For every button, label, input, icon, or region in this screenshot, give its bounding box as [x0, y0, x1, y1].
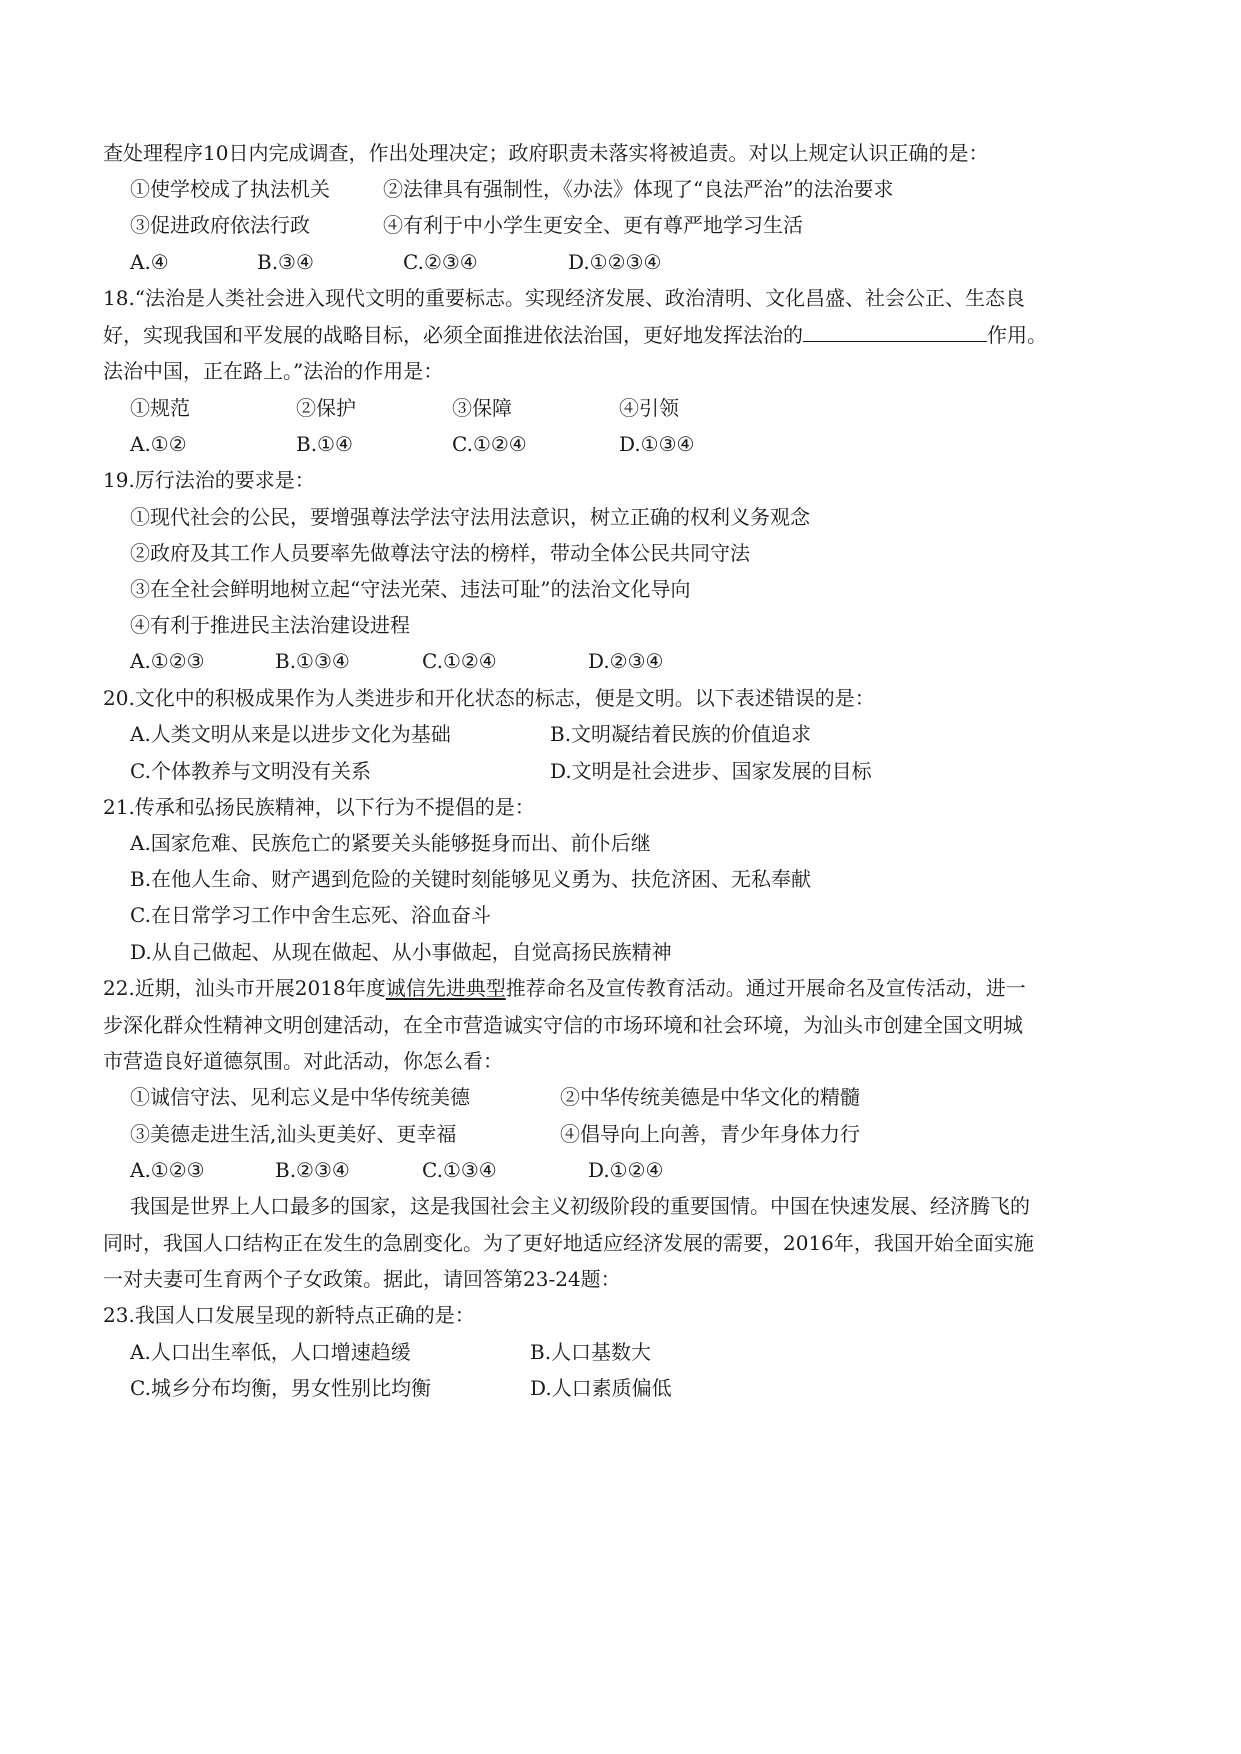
q17-statement-4: ④有利于中小学生更安全、更有尊严地学习生活	[383, 213, 803, 237]
q22-statement-4: ④倡导向上向善，青少年身体力行	[560, 1122, 860, 1146]
q20-option-c: C.个体教养与文明没有关系	[130, 759, 371, 783]
q18-stem-line-2	[103, 321, 1047, 349]
q22-option-a: A.①②③	[130, 1158, 205, 1182]
q17-option-b: B.③④	[257, 250, 314, 274]
q21-option-d: D.从自己做起、从现在做起、从小事做起，自觉高扬民族精神	[130, 940, 672, 964]
q17-statement-3: ③促进政府依法行政	[130, 213, 310, 237]
intro-line-3: 一对夫妻可生育两个子女政策。据此，请回答第23-24题：	[103, 1267, 621, 1291]
q19-option-c: C.①②④	[422, 649, 497, 673]
q23-option-a: A.人口出生率低，人口增速趋缓	[130, 1340, 411, 1364]
q18-option-c: C.①②④	[452, 432, 527, 456]
q19-statement-2: ②政府及其工作人员要率先做尊法守法的榜样，带动全体公民共同守法	[130, 541, 750, 565]
q17-option-d: D.①②③④	[568, 250, 662, 274]
q19-statement-4: ④有利于推进民主法治建设进程	[130, 613, 410, 637]
q22-statement-1: ①诚信守法、见利忘义是中华传统美德	[130, 1085, 470, 1109]
q18-statement-4: ④引领	[619, 396, 679, 420]
q21-option-a: A.国家危难、民族危亡的紧要关头能够挺身而出、前仆后继	[130, 831, 651, 855]
q18-statement-1: ①规范	[130, 396, 190, 420]
q18-stem-line-3: 法治中国，正在路上。”法治的作用是：	[103, 359, 444, 383]
q23-option-b: B.人口基数大	[530, 1340, 652, 1364]
q18-statement-3: ③保障	[452, 396, 512, 420]
intro-line-1: 我国是世界上人口最多的国家，这是我国社会主义初级阶段的重要国情。中国在快速发展、经济腾飞的	[130, 1194, 1030, 1218]
q23-option-c: C.城乡分布均衡，男女性别比均衡	[130, 1376, 431, 1400]
q22-underlined-term: 诚信先进典型	[385, 976, 506, 1000]
q18-statement-2: ②保护	[296, 396, 356, 420]
q18-option-b: B.①④	[296, 432, 353, 456]
q23-stem: 23.我国人口发展呈现的新特点正确的是：	[103, 1303, 475, 1327]
q22-statement-3: ③美德走进生活,汕头更美好、更幸福	[130, 1122, 457, 1146]
q18-stem-line-2-text: 好，实现我国和平发展的战略目标，必须全面推进依法治国，更好地发挥法治的	[103, 323, 803, 347]
q18-answer-blank	[803, 321, 987, 342]
q22-stem-line-2: 步深化群众性精神文明创建活动，在全市营造诚实守信的市场环境和社会环境，为汕头市创建全国文明城	[103, 1013, 1023, 1037]
q22-stem-line-1-start: 22.近期，汕头市开展2018年度	[103, 976, 386, 1000]
q20-option-b: B.文明凝结着民族的价值追求	[550, 722, 812, 746]
q19-stem: 19.厉行法治的要求是：	[103, 468, 315, 492]
q19-option-d: D.②③④	[588, 649, 664, 673]
q21-stem: 21.传承和弘扬民族精神，以下行为不提倡的是：	[103, 795, 535, 819]
q21-option-b: B.在他人生命、财产遇到危险的关键时刻能够见义勇为、扶危济困、无私奉献	[130, 867, 812, 891]
q17-statement-2: ②法律具有强制性，《办法》体现了“良法严治”的法治要求	[383, 177, 894, 201]
q22-option-d: D.①②④	[588, 1158, 664, 1182]
q22-statement-2: ②中华传统美德是中华文化的精髓	[560, 1085, 860, 1109]
q19-option-a: A.①②③	[130, 649, 205, 673]
q17-option-c: C.②③④	[403, 250, 478, 274]
q18-stem-line-1: 18.“法治是人类社会进入现代文明的重要标志。实现经济发展、政治清明、文化昌盛、社会公正、生态良	[103, 286, 1026, 310]
q22-option-c: C.①③④	[422, 1158, 497, 1182]
q20-option-a: A.人类文明从来是以进步文化为基础	[130, 722, 451, 746]
q19-statement-1: ①现代社会的公民，要增强尊法学法守法用法意识，树立正确的权利义务观念	[130, 505, 810, 529]
q18-option-d: D.①③④	[619, 432, 695, 456]
q17-statement-1: ①使学校成了执法机关	[130, 177, 330, 201]
q21-option-c: C.在日常学习工作中舍生忘死、浴血奋斗	[130, 903, 491, 927]
q20-option-d: D.文明是社会进步、国家发展的目标	[550, 759, 872, 783]
intro-line-2: 同时，我国人口结构正在发生的急剧变化。为了更好地适应经济发展的需要，2016年，我国开始全面实施	[103, 1231, 1034, 1255]
q22-stem-line-1	[103, 974, 1026, 1002]
q23-option-d: D.人口素质偏低	[530, 1376, 672, 1400]
q22-stem-line-3: 市营造良好道德氛围。对此活动，你怎么看：	[103, 1049, 503, 1073]
q17-option-a: A.④	[130, 250, 169, 274]
q22-stem-line-1-end: 推荐命名及宣传教育活动。通过开展命名及宣传活动，进一	[505, 976, 1026, 1000]
q18-stem-line-2-end: 作用。	[987, 323, 1047, 347]
q20-stem: 20.文化中的积极成果作为人类进步和开化状态的标志，便是文明。以下表述错误的是：	[103, 686, 875, 710]
q19-option-b: B.①③④	[275, 649, 350, 673]
q18-option-a: A.①②	[130, 432, 187, 456]
q17-stem-continuation: 查处理程序10日内完成调查，作出处理决定；政府职责未落实将被追责。对以上规定认识正确的是：	[103, 141, 989, 165]
q22-option-b: B.②③④	[275, 1158, 350, 1182]
q19-statement-3: ③在全社会鲜明地树立起“守法光荣、违法可耻”的法治文化导向	[130, 577, 691, 601]
